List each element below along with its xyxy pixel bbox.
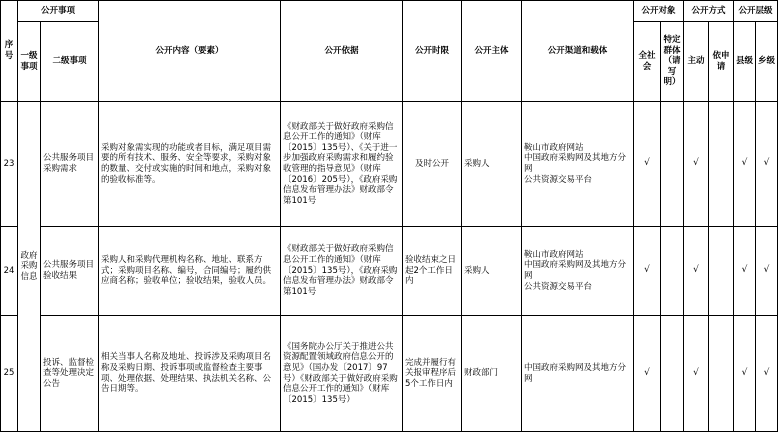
- row-channel: 中国政府采购网及其地方分网: [522, 316, 634, 432]
- row-seq: 25: [1, 316, 18, 432]
- row-channel: 鞍山市政府网站 中国政府采购网及其地方分网 公共资源交易平台: [522, 102, 634, 227]
- row-specific: [661, 316, 684, 432]
- row-active: √: [684, 316, 709, 432]
- row-specific: [661, 102, 684, 227]
- header-level2: 二级事项: [41, 22, 99, 102]
- header-method-group: 公开方式: [684, 1, 734, 22]
- header-township: 乡级: [756, 22, 778, 102]
- header-on-request: 依申请: [709, 22, 734, 102]
- header-target-group: 公开对象: [634, 1, 684, 22]
- header-level1: 一级事项: [18, 22, 41, 102]
- header-active: 主动: [684, 22, 709, 102]
- row-all-society: √: [634, 316, 661, 432]
- table-row: [1, 102, 778, 227]
- row-on-request: [709, 227, 734, 316]
- row-county: √: [734, 102, 756, 227]
- row-basis: 《财政部关于做好政府采购信息公开工作的通知》（财库〔2015〕135号），《政府采购信息发布管理办法》财政部令第101号: [281, 227, 403, 316]
- header-county: 县级: [734, 22, 756, 102]
- row-township: √: [756, 316, 778, 432]
- header-specific: 特定群体（请写明）: [661, 22, 684, 102]
- row-county: √: [734, 227, 756, 316]
- row-subject: 财政部门: [462, 316, 522, 432]
- row-county: √: [734, 316, 756, 432]
- row-level2: 投诉、监督检查等处理决定公告: [41, 316, 99, 432]
- header-subject: 公开主体: [462, 1, 522, 102]
- row-content: 采购对象需实现的功能或者目标，满足项目需要的所有技术、服务、安全等要求，采购对象的数量、交付或实施的时间和地点，采购对象的验收标准等。: [99, 102, 281, 227]
- header-channel: 公开渠道和载体: [522, 1, 634, 102]
- row-level2: 公共服务项目验收结果: [41, 227, 99, 316]
- row-time: 验收结束之日起2个工作日内: [403, 227, 462, 316]
- header-time: 公开时限: [403, 1, 462, 102]
- row-time: 及时公开: [403, 102, 462, 227]
- row-township: √: [756, 102, 778, 227]
- header-level-group: 公开层级: [734, 1, 778, 22]
- row-all-society: √: [634, 227, 661, 316]
- row-subject: 采购人: [462, 227, 522, 316]
- row-specific: [661, 227, 684, 316]
- row-content: 相关当事人名称及地址、投诉涉及采购项目名称及采购日期、投诉事项或监督检查主要事项、处理依据、处理结果、执法机关名称、公告日期等。: [99, 316, 281, 432]
- row-subject: 采购人: [462, 102, 522, 227]
- row-seq: 23: [1, 102, 18, 227]
- row-basis: 《财政部关于做好政府采购信息公开工作的通知》（财库〔2015〕135号）、《关于进一步加强政府采购需求和履约验收管理的指导意见》（财库〔2016〕205号），《政府采购信息发布管理办法》财政部令第101号: [281, 102, 403, 227]
- row-seq: 24: [1, 227, 18, 316]
- row-content: 采购人和采购代理机构名称、地址、联系方式；采购项目名称、编号，合同编号；履约供应商名称；验收单位；验收结果，验收人员。: [99, 227, 281, 316]
- table-row: [1, 316, 778, 432]
- header-content: 公开内容（要素）: [99, 1, 281, 102]
- row-time: 完成并履行有关报审程序后5个工作日内: [403, 316, 462, 432]
- row-active: √: [684, 227, 709, 316]
- row-channel: 鞍山市政府网站 中国政府采购网及其地方分网 公共资源交易平台: [522, 227, 634, 316]
- row-on-request: [709, 316, 734, 432]
- header-items-group: 公开事项: [18, 1, 99, 22]
- level1-merged-cell: 政府采购信息: [18, 102, 41, 432]
- row-township: √: [756, 227, 778, 316]
- row-level2: 公共服务项目采购需求: [41, 102, 99, 227]
- row-basis: 《国务院办公厅关于推进公共资源配置领域政府信息公开的意见》（国办发〔2017〕97号）《财政部关于做好政府采购信息公开工作的通知》（财库〔2015〕135号）: [281, 316, 403, 432]
- header-basis: 公开依据: [281, 1, 403, 102]
- header-seq: 序号: [1, 1, 18, 102]
- row-on-request: [709, 102, 734, 227]
- row-all-society: √: [634, 102, 661, 227]
- header-all-society: 全社会: [634, 22, 661, 102]
- row-active: √: [684, 102, 709, 227]
- table-row: [1, 227, 778, 316]
